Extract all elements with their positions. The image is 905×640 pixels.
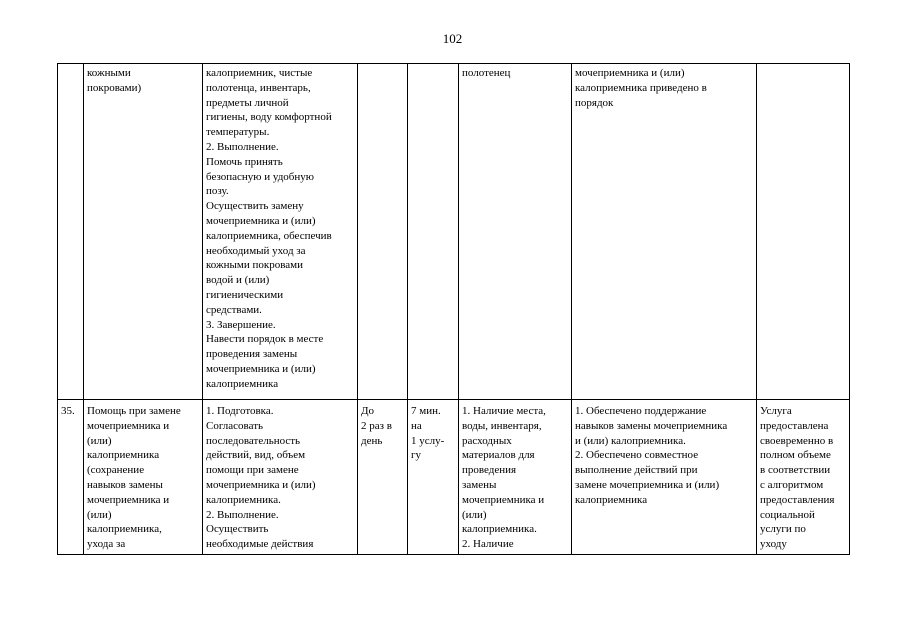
cell-service-name: кожными покровами): [84, 64, 203, 400]
cell-time: [408, 64, 459, 400]
services-table: [57, 63, 850, 555]
cell-conditions: 1. Наличие места, воды, инвентаря, расходных материалов для проведения замены мочеприемника и (или) калоприемника. 2. Наличие: [459, 400, 572, 555]
cell-quality: 1. Обеспечено поддержание навыков замены мочеприемника и (или) калоприемника. 2. Обеспечено совместное выполнение действий при замене мочеприемника и (или) калоприемника: [572, 400, 757, 555]
cell-evaluation: [757, 64, 850, 400]
cell-evaluation: Услуга предоставлена своевременно в полном объеме в соответствии с алгоритмом предоставления социальной услуги по уходу: [757, 400, 850, 555]
cell-frequency: [358, 64, 408, 400]
cell-frequency: До 2 раз в день: [358, 400, 408, 555]
table-row: [58, 64, 850, 400]
page-number: 102: [442, 31, 463, 46]
cell-number: 35.: [58, 400, 84, 555]
cell-time: 7 мин. на 1 услу- гу: [408, 400, 459, 555]
cell-procedure: 1. Подготовка. Согласовать последовательность действий, вид, объем помощи при замене мочеприемника и (или) калоприемника. 2. Выполнение. Осуществить необходимые действия: [203, 400, 358, 555]
cell-service-name: Помощь при замене мочеприемника и (или) калоприемника (сохранение навыков замены мочеприемника и (или) калоприемника, ухода за: [84, 400, 203, 555]
cell-conditions: полотенец: [459, 64, 572, 400]
cell-procedure: калоприемник, чистые полотенца, инвентарь, предметы личной гигиены, воду комфортной температуры. 2. Выполнение. Помочь принять безопасную и удобную позу. Осуществить замену мочеприемника и (или) калоприемника, обеспечив необходимый уход за кожными покровами водой и (или) гигиеническими средствами. 3. Завершение. Навести порядок в месте проведения замены мочеприемника и (или) калоприемника: [203, 64, 358, 400]
cell-quality: мочеприемника и (или) калоприемника приведено в порядок: [572, 64, 757, 400]
cell-number: [58, 64, 84, 400]
table-row: [58, 400, 850, 555]
